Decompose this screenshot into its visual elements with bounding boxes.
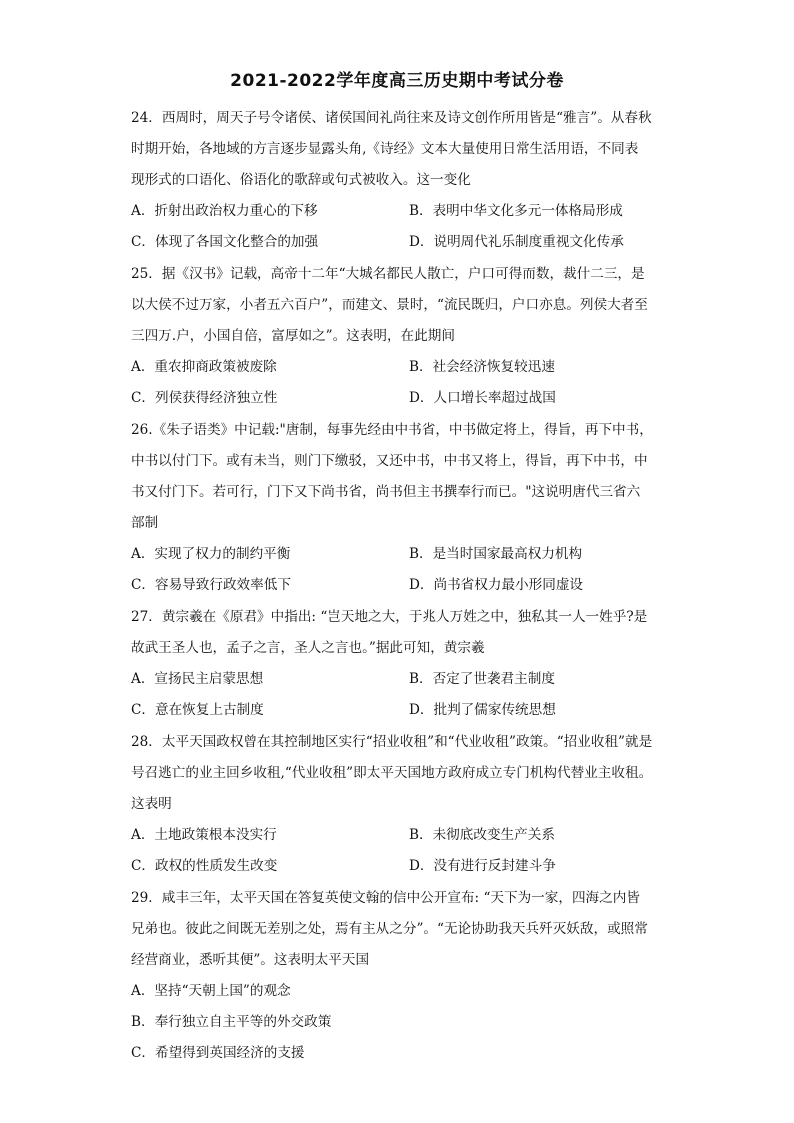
page-title: 2021-2022学年度高三历史期中考试分卷 [230,71,564,91]
question-29-line-2: 兄弟也。彼此之间既无差别之处，焉有主从之分”。“无论协助我天兵歼灭妖敌，或照常 [131,921,648,937]
question-29-option-c: C．希望得到英国经济的支援 [131,1045,305,1061]
question-26-line-1: 26.《朱子语类》中记载:"唐制，每事先经由中书省，中书做定将上，得旨，再下中书， [131,422,653,438]
question-28-option-a: A．土地政策根本没实行 [131,827,277,843]
question-27-option-c: C．意在恢复上古制度 [131,702,264,718]
question-29-option-b: B．奉行独立自主平等的外交政策 [131,1014,332,1030]
question-25-line-2: 以大侯不过万家，小者五六百户”，而建文、景时，“流民既归，户口亦息。列侯大者至 [131,297,648,313]
question-26-line-3: 书又付门下。若可行，门下又下尚书省，尚书但主书撰奉行而已。"这说明唐代三省六 [131,484,641,500]
question-25-line-3: 三四万.户，小国自倍，富厚如之”。这表明，在此期间 [131,328,455,344]
question-28-option-c: C．政权的性质发生改变 [131,858,278,874]
question-28-option-b: B．未彻底改变生产关系 [409,827,555,843]
question-24-option-b: B．表明中华文化多元一体格局形成 [409,203,623,219]
question-24-line-3: 现形式的口语化、俗语化的歌辞或句式被收入。这一变化 [131,172,471,188]
question-27-option-b: B．否定了世袭君主制度 [409,671,555,687]
question-24-option-c: C．体现了各国文化整合的加强 [131,234,319,250]
question-29-option-a: A．坚持“天朝上国”的观念 [131,983,291,999]
question-24-option-d: D．说明周代礼乐制度重视文化传承 [409,234,624,250]
question-27-option-a: A．宣扬民主启蒙思想 [131,671,264,687]
question-25-line-1: 25．据《汉书》记载，高帝十二年“大城名都民人散亡，户口可得而数，裁什二三，是 [131,266,645,282]
question-26-option-c: C．容易导致行政效率低下 [131,577,291,593]
question-27-line-2: 故武王圣人也，孟子之言，圣人之言也。”据此可知，黄宗羲 [131,640,485,656]
question-28-line-3: 这表明 [131,796,172,812]
question-25-option-a: A．重农抑商政策被废除 [131,359,277,375]
question-25-option-c: C．列侯获得经济独立性 [131,390,278,406]
question-26-option-b: B．是当时国家最高权力机构 [409,546,583,562]
question-25-option-b: B．社会经济恢复较迅速 [409,359,555,375]
question-24-option-a: A．折射出政治权力重心的下移 [131,203,318,219]
question-29-line-1: 29．咸丰三年，太平天国在答复英使文翰的信中公开宣布: “天下为一家，四海之内皆 [131,890,640,906]
question-27-option-d: D．批判了儒家传统思想 [409,702,556,718]
question-24-line-2: 时期开始，各地域的方言逐步显露头角,《诗经》文本大量使用日常生活用语，不同表 [131,141,639,157]
question-26-option-a: A．实现了权力的制约平衡 [131,546,291,562]
question-26-line-4: 部制 [131,515,159,531]
question-26-option-d: D．尚书省权力最小形同虚设 [409,577,584,593]
question-29-line-3: 经营商业，悉听其便”。这表明太平天国 [131,952,370,968]
question-28-option-d: D．没有进行反封建斗争 [409,858,556,874]
question-27-line-1: 27．黄宗羲在《原君》中指出: “岂天地之大，于兆人万姓之中，独私其一人一姓乎?是 [131,609,648,625]
question-28-line-2: 号召逃亡的业主回乡收租,“代业收租”即太平天国地方政府成立专门机构代替业主收租。 [131,765,653,781]
question-24-line-1: 24．西周时，周天子号令诸侯、诸侯国间礼尚往来及诗文创作所用皆是“雅言”。从春秋 [131,110,652,126]
question-28-line-1: 28．太平天国政权曾在其控制地区实行“招业收租”和“代业收租”政策。“招业收租”就是 [131,734,653,750]
question-26-line-2: 中书以付门下。或有未当，则门下缴驳，又还中书，中书又将上，得旨，再下中书，中 [131,453,648,469]
question-25-option-d: D．人口增长率超过战国 [409,390,556,406]
